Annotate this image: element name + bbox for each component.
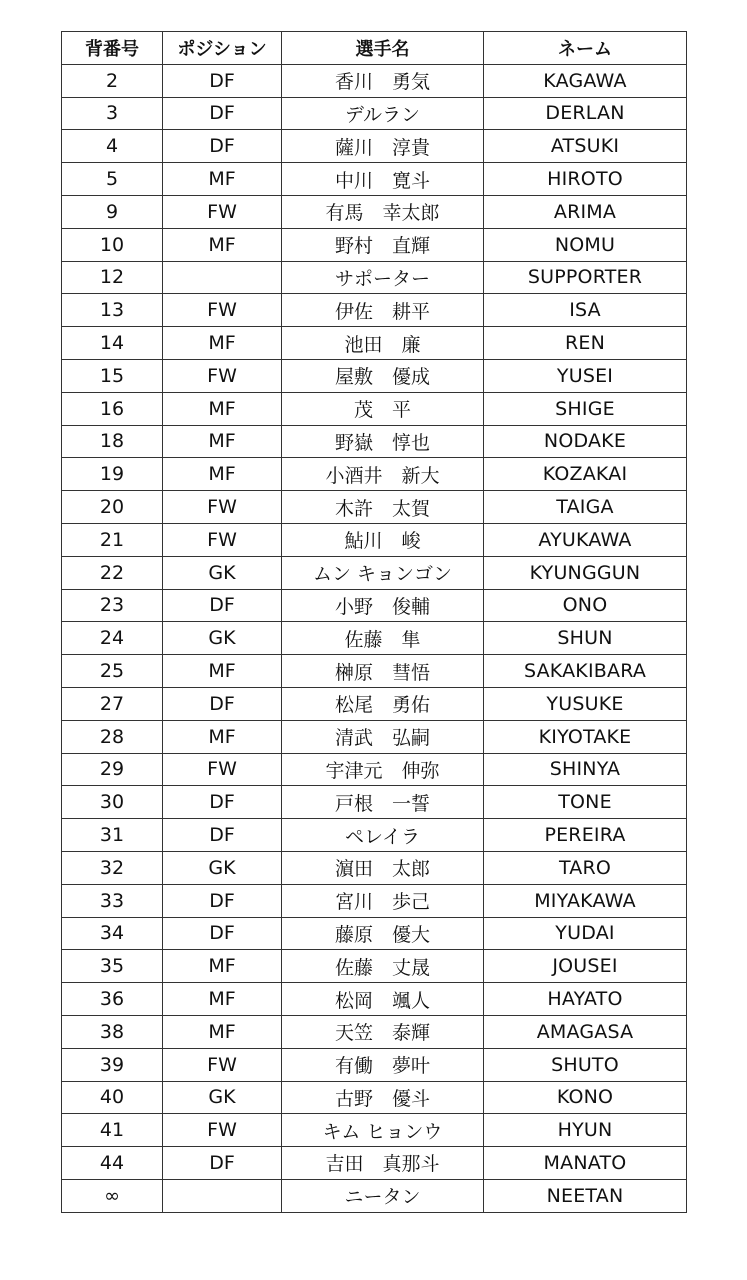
cell-number: 25 [62,655,163,688]
cell-position: FW [163,294,282,327]
cell-number: 3 [62,97,163,130]
cell-name-en: YUSEI [484,359,687,392]
cell-name-jp: 濵田 太郎 [282,851,484,884]
cell-name-jp: 有働 夢叶 [282,1048,484,1081]
table-row [62,622,687,655]
cell-number: 27 [62,687,163,720]
cell-name-en: HAYATO [484,983,687,1016]
cell-name-jp: 榊原 彗悟 [282,655,484,688]
table-row [62,851,687,884]
cell-number: 40 [62,1081,163,1114]
cell-name-en: MIYAKAWA [484,884,687,917]
table-row [62,64,687,97]
cell-name-jp: ニータン [282,1179,484,1212]
table-row [62,491,687,524]
table-row [62,359,687,392]
cell-position: DF [163,589,282,622]
table-body [62,64,687,1212]
table-row [62,753,687,786]
cell-position: DF [163,130,282,163]
cell-name-jp: デルラン [282,97,484,130]
cell-position: DF [163,786,282,819]
cell-name-jp: 佐藤 隼 [282,622,484,655]
cell-number: 18 [62,425,163,458]
table-row [62,425,687,458]
table-row [62,294,687,327]
header-number: 背番号 [62,32,163,65]
cell-position: GK [163,622,282,655]
header-name-jp: 選手名 [282,32,484,65]
cell-position: FW [163,195,282,228]
cell-number: 32 [62,851,163,884]
cell-name-jp: サポーター [282,261,484,294]
table-row [62,1179,687,1212]
cell-position [163,261,282,294]
cell-number: 35 [62,950,163,983]
cell-position: GK [163,1081,282,1114]
cell-name-jp: 野嶽 惇也 [282,425,484,458]
header-position: ポジション [163,32,282,65]
cell-name-en: HYUN [484,1114,687,1147]
table-row [62,1147,687,1180]
cell-name-en: AMAGASA [484,1015,687,1048]
cell-number: 28 [62,720,163,753]
cell-number: 5 [62,163,163,196]
cell-position: FW [163,523,282,556]
cell-name-en: ATSUKI [484,130,687,163]
table-row [62,163,687,196]
cell-position: MF [163,1015,282,1048]
table-row [62,819,687,852]
cell-number: 41 [62,1114,163,1147]
cell-name-jp: 中川 寛斗 [282,163,484,196]
cell-position: FW [163,359,282,392]
cell-name-en: TARO [484,851,687,884]
header-name-en: ネーム [484,32,687,65]
cell-name-en: ONO [484,589,687,622]
cell-position: DF [163,884,282,917]
cell-name-en: PEREIRA [484,819,687,852]
cell-position: MF [163,720,282,753]
cell-name-jp: キム ヒョンウ [282,1114,484,1147]
cell-name-en: NOMU [484,228,687,261]
table-row [62,1114,687,1147]
table-row [62,1081,687,1114]
cell-number: 19 [62,458,163,491]
cell-name-en: JOUSEI [484,950,687,983]
cell-name-en: SAKAKIBARA [484,655,687,688]
cell-name-en: SHIGE [484,392,687,425]
cell-number: 44 [62,1147,163,1180]
table-row [62,458,687,491]
cell-name-jp: 鮎川 峻 [282,523,484,556]
cell-position: DF [163,687,282,720]
cell-name-en: KIYOTAKE [484,720,687,753]
table-row [62,556,687,589]
cell-name-jp: 松尾 勇佑 [282,687,484,720]
cell-number: 4 [62,130,163,163]
cell-name-en: TAIGA [484,491,687,524]
cell-number: 12 [62,261,163,294]
cell-name-jp: ムン キョンゴン [282,556,484,589]
cell-position: FW [163,753,282,786]
cell-name-jp: 小酒井 新大 [282,458,484,491]
table-row [62,786,687,819]
cell-position: GK [163,851,282,884]
table-row [62,589,687,622]
cell-name-jp: 古野 優斗 [282,1081,484,1114]
cell-number: 23 [62,589,163,622]
cell-name-jp: 香川 勇気 [282,64,484,97]
cell-name-jp: 宇津元 伸弥 [282,753,484,786]
cell-number: 24 [62,622,163,655]
cell-number: 33 [62,884,163,917]
cell-position: MF [163,983,282,1016]
cell-name-en: KAGAWA [484,64,687,97]
table-row [62,228,687,261]
cell-position: FW [163,1114,282,1147]
cell-position: DF [163,1147,282,1180]
cell-name-en: MANATO [484,1147,687,1180]
cell-name-en: NODAKE [484,425,687,458]
cell-number: 22 [62,556,163,589]
table-row [62,917,687,950]
cell-number: 36 [62,983,163,1016]
cell-number: 2 [62,64,163,97]
cell-name-jp: 松岡 颯人 [282,983,484,1016]
table-row [62,97,687,130]
cell-number: 39 [62,1048,163,1081]
table-row [62,720,687,753]
cell-name-jp: 屋敷 優成 [282,359,484,392]
cell-position: MF [163,458,282,491]
cell-name-en: YUDAI [484,917,687,950]
cell-position: FW [163,491,282,524]
cell-name-jp: 吉田 真那斗 [282,1147,484,1180]
cell-number: 14 [62,327,163,360]
table-row [62,687,687,720]
cell-name-en: NEETAN [484,1179,687,1212]
cell-number: 20 [62,491,163,524]
cell-position: MF [163,950,282,983]
table-row [62,523,687,556]
roster-table [61,31,687,1213]
cell-position [163,1179,282,1212]
cell-position: MF [163,425,282,458]
table-header [62,32,687,65]
cell-name-en: SHINYA [484,753,687,786]
cell-name-en: KOZAKAI [484,458,687,491]
cell-position: MF [163,327,282,360]
cell-name-jp: 池田 廉 [282,327,484,360]
cell-name-jp: 天笠 泰輝 [282,1015,484,1048]
table-row [62,195,687,228]
cell-name-jp: 木許 太賀 [282,491,484,524]
cell-name-jp: 野村 直輝 [282,228,484,261]
table-row [62,950,687,983]
cell-name-en: ARIMA [484,195,687,228]
cell-position: DF [163,917,282,950]
cell-position: DF [163,97,282,130]
cell-name-en: KONO [484,1081,687,1114]
cell-name-jp: 宮川 歩己 [282,884,484,917]
table-row [62,130,687,163]
cell-position: DF [163,64,282,97]
cell-number: 30 [62,786,163,819]
cell-name-en: REN [484,327,687,360]
cell-position: MF [163,392,282,425]
cell-name-jp: 薩川 淳貴 [282,130,484,163]
cell-name-jp: 有馬 幸太郎 [282,195,484,228]
cell-name-en: TONE [484,786,687,819]
cell-number: 9 [62,195,163,228]
cell-name-en: DERLAN [484,97,687,130]
cell-name-jp: 小野 俊輔 [282,589,484,622]
cell-position: DF [163,819,282,852]
table-row [62,261,687,294]
cell-position: FW [163,1048,282,1081]
cell-name-en: ISA [484,294,687,327]
cell-name-jp: 伊佐 耕平 [282,294,484,327]
cell-name-en: SHUN [484,622,687,655]
cell-number: 13 [62,294,163,327]
cell-number: 16 [62,392,163,425]
cell-position: MF [163,655,282,688]
table-row [62,1048,687,1081]
cell-position: MF [163,228,282,261]
cell-name-jp: 茂 平 [282,392,484,425]
cell-name-jp: ペレイラ [282,819,484,852]
cell-name-en: HIROTO [484,163,687,196]
cell-number: ∞ [62,1179,163,1212]
cell-name-en: SUPPORTER [484,261,687,294]
cell-number: 29 [62,753,163,786]
cell-name-en: AYUKAWA [484,523,687,556]
table-row [62,884,687,917]
cell-number: 31 [62,819,163,852]
cell-number: 10 [62,228,163,261]
cell-number: 34 [62,917,163,950]
cell-position: MF [163,163,282,196]
table-row [62,392,687,425]
cell-name-jp: 藤原 優大 [282,917,484,950]
table-row [62,327,687,360]
table-row [62,1015,687,1048]
cell-name-jp: 清武 弘嗣 [282,720,484,753]
cell-name-en: KYUNGGUN [484,556,687,589]
cell-number: 38 [62,1015,163,1048]
cell-name-jp: 戸根 一誓 [282,786,484,819]
table-row [62,655,687,688]
cell-name-en: YUSUKE [484,687,687,720]
cell-number: 21 [62,523,163,556]
table-row [62,983,687,1016]
cell-name-jp: 佐藤 丈晟 [282,950,484,983]
header-row [62,32,687,65]
cell-name-en: SHUTO [484,1048,687,1081]
cell-number: 15 [62,359,163,392]
cell-position: GK [163,556,282,589]
